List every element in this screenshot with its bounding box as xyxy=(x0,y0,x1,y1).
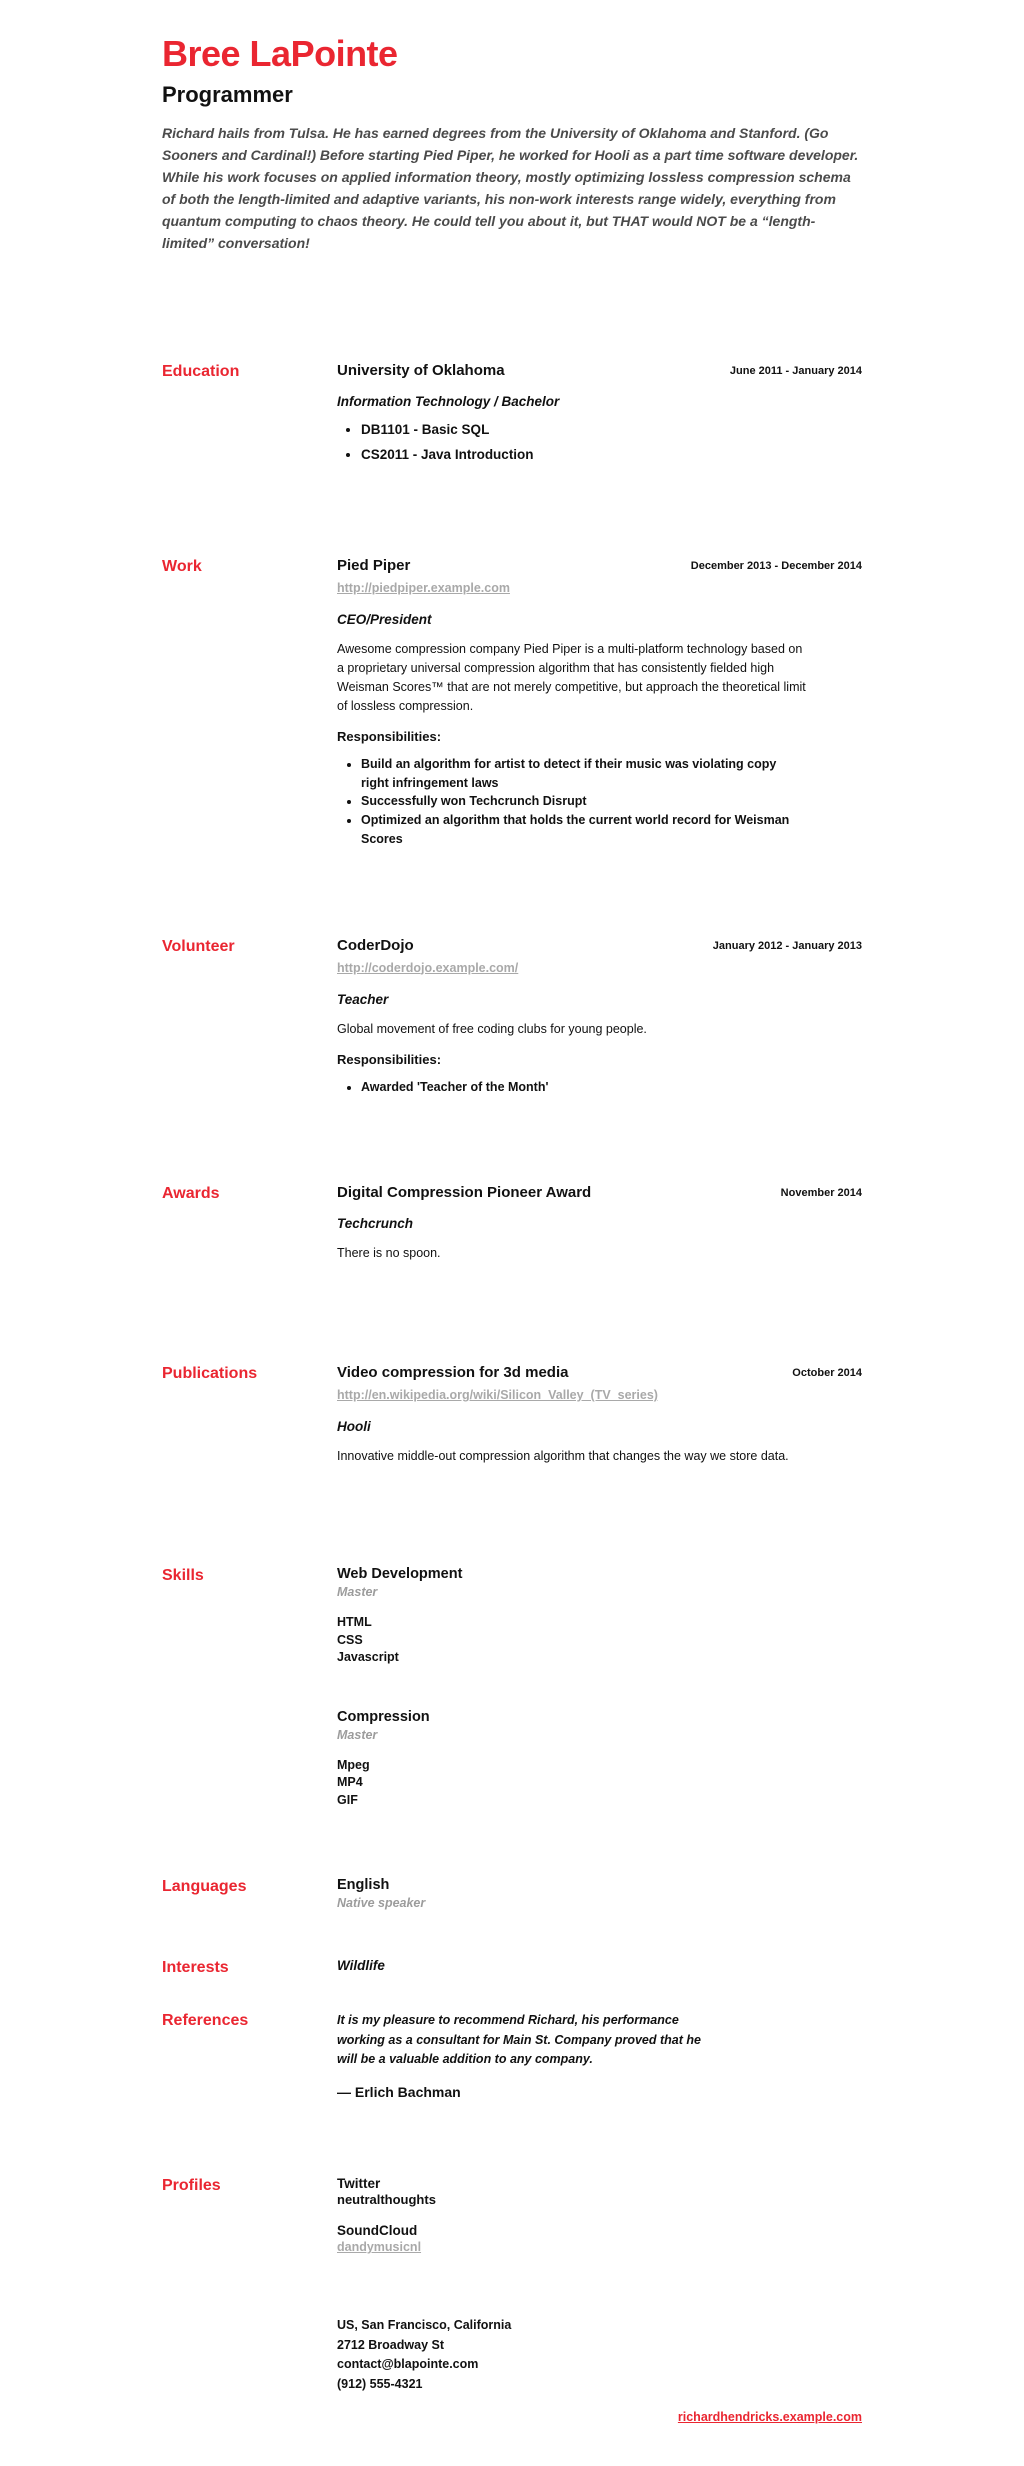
volunteer-responsibilities-label: Responsibilities: xyxy=(337,1051,442,1067)
footer-spacer xyxy=(162,2316,337,2394)
language-fluency: Native speaker xyxy=(337,1896,426,1911)
skill-keyword-item: MP4 xyxy=(337,1775,363,1790)
publication-name: Video compression for 3d media xyxy=(337,1363,569,1381)
awards-content xyxy=(337,1184,862,1276)
work-company: Pied Piper xyxy=(337,556,411,574)
section-publications xyxy=(162,1364,862,1479)
work-responsibilities-label: Responsibilities: xyxy=(337,728,442,744)
volunteer-summary: Global movement of free coding clubs for young people. xyxy=(337,1021,647,1036)
volunteer-position: Teacher xyxy=(337,991,389,1007)
skill-level: Master xyxy=(337,1585,378,1600)
page-subtitle: Programmer xyxy=(162,81,293,107)
volunteer-url-link[interactable]: http://coderdojo.example.com/ xyxy=(337,960,519,975)
work-date: December 2013 - December 2014 xyxy=(690,559,862,572)
contact-address: 2712 Broadway St xyxy=(337,2337,444,2352)
section-label-interests: Interests xyxy=(162,1959,229,1977)
skill-keyword-list xyxy=(337,1614,862,1667)
profiles-content xyxy=(337,2176,862,2270)
reference-quote: It is my pleasure to recommend Richard, his performance working as a consultant for Main St. Company proved that he will be a valuable addition to any company. xyxy=(337,2013,701,2066)
publication-publisher: Hooli xyxy=(337,1418,371,1434)
profile-username: neutralthoughts xyxy=(337,2192,436,2208)
address-block xyxy=(337,2316,511,2394)
award-date: November 2014 xyxy=(780,1187,862,1200)
publication-summary: Innovative middle-out compression algorithm that changes the way we store data. xyxy=(337,1448,789,1463)
skill-keyword-item: CSS xyxy=(337,1632,363,1647)
work-summary: Awesome compression company Pied Piper is a multi-platform technology based on a proprietary universal compression algorithm that has consistently fielded high Weisman Scores™ that are not merely competitive, but approach the theoretical limit of lossless compression. xyxy=(337,641,806,713)
skill-keyword-item: Mpeg xyxy=(337,1757,370,1772)
languages-content xyxy=(337,1877,862,1910)
footer-contact xyxy=(162,2316,862,2394)
volunteer-highlight-list xyxy=(337,1078,862,1097)
volunteer-organization: CoderDojo xyxy=(337,936,414,954)
skill-keyword-item: Javascript xyxy=(337,1650,399,1665)
skill-group-compression xyxy=(337,1709,862,1810)
section-languages xyxy=(162,1877,862,1910)
section-label-education: Education xyxy=(162,363,240,381)
section-label-languages: Languages xyxy=(162,1878,247,1896)
skill-name: Compression xyxy=(337,1708,430,1725)
interest-name: Wildlife xyxy=(337,1958,385,1974)
interests-content xyxy=(337,1958,862,1977)
skill-name: Web Development xyxy=(337,1566,463,1583)
course-item: • CS2011 - Java Introduction xyxy=(361,445,801,465)
footer-link-row xyxy=(162,2408,862,2466)
education-institution: University of Oklahoma xyxy=(337,362,505,380)
section-label-skills: Skills xyxy=(162,1567,204,1585)
website-link[interactable]: richardhendricks.example.com xyxy=(677,2409,862,2424)
section-education xyxy=(162,362,862,469)
skill-group-web-development xyxy=(337,1566,862,1667)
education-content xyxy=(337,362,862,469)
skill-keyword-list xyxy=(337,1757,862,1810)
award-awarder: Techcrunch xyxy=(337,1216,414,1232)
section-volunteer xyxy=(162,937,862,1097)
resume-header xyxy=(162,34,862,254)
section-references xyxy=(162,2011,862,2100)
section-label-references: References xyxy=(162,2012,249,2030)
volunteer-date: January 2012 - January 2013 xyxy=(712,939,862,952)
award-summary: There is no spoon. xyxy=(337,1246,441,1261)
profile-twitter xyxy=(337,2176,862,2207)
education-date: June 2011 - January 2014 xyxy=(729,365,862,378)
course-list xyxy=(337,420,862,465)
work-highlight-item: • Successfully won Techcrunch Disrupt xyxy=(361,792,801,811)
contact-phone: (912) 555-4321 xyxy=(337,2376,423,2391)
work-position: CEO/President xyxy=(337,611,432,627)
publications-content xyxy=(337,1364,862,1479)
profile-network: Twitter xyxy=(337,2176,381,2192)
award-title: Digital Compression Pioneer Award xyxy=(337,1184,592,1202)
section-profiles xyxy=(162,2176,862,2270)
page-title: Bree LaPointe xyxy=(162,33,398,74)
work-highlight-list xyxy=(337,755,862,849)
section-label-publications: Publications xyxy=(162,1364,258,1382)
section-awards xyxy=(162,1184,862,1276)
profile-username-link[interactable]: dandymusicnl xyxy=(337,2240,422,2255)
section-work xyxy=(162,557,862,849)
section-skills xyxy=(162,1566,862,1809)
volunteer-highlight-item: • Awarded 'Teacher of the Month' xyxy=(361,1078,801,1097)
resume-page xyxy=(162,0,862,2466)
publication-date: October 2014 xyxy=(792,1366,862,1379)
section-interests xyxy=(162,1958,862,1977)
publication-url-link[interactable]: http://en.wikipedia.org/wiki/Silicon_Valley_(TV_series) xyxy=(337,1387,658,1402)
references-content xyxy=(337,2011,862,2100)
education-study-area: Information Technology / Bachelor xyxy=(337,394,560,410)
skill-level: Master xyxy=(337,1727,378,1742)
volunteer-content xyxy=(337,937,862,1097)
course-item: • DB1101 - Basic SQL xyxy=(361,420,801,440)
section-label-volunteer: Volunteer xyxy=(162,937,235,955)
contact-email: contact@blapointe.com xyxy=(337,2357,479,2372)
work-highlight-item: • Optimized an algorithm that holds the current world record for Weisman Scores xyxy=(361,811,801,849)
skill-keyword-item: HTML xyxy=(337,1615,372,1630)
language-name: English xyxy=(337,1877,390,1894)
profile-soundcloud xyxy=(337,2223,862,2254)
skill-keyword-item: GIF xyxy=(337,1792,358,1807)
work-highlight-item: • Build an algorithm for artist to detect if their music was violating copy right infringement laws xyxy=(361,755,801,793)
work-url-link[interactable]: http://piedpiper.example.com xyxy=(337,580,510,595)
section-label-awards: Awards xyxy=(162,1185,220,1203)
skills-content xyxy=(337,1566,862,1809)
profile-network: SoundCloud xyxy=(337,2223,418,2239)
contact-location: US, San Francisco, California xyxy=(337,2318,512,2333)
summary-text: Richard hails from Tulsa. He has earned degrees from the University of Oklahoma and Stanford. (Go Sooners and Cardinal!) Before starting Pied Piper, he worked for Hooli as a part time software developer. While his work focuses on applied information theory, mostly optimizing lossless compression schema of both the length-limited and adaptive variants, his non-work interests range widely, everything from quantum computing to chaos theory. He could tell you about it, but THAT would NOT be a “length-limited” conversation! xyxy=(162,124,859,252)
section-label-profiles: Profiles xyxy=(162,2177,221,2195)
section-label-work: Work xyxy=(162,557,202,575)
work-content xyxy=(337,557,862,849)
reference-name: — Erlich Bachman xyxy=(337,2084,461,2101)
